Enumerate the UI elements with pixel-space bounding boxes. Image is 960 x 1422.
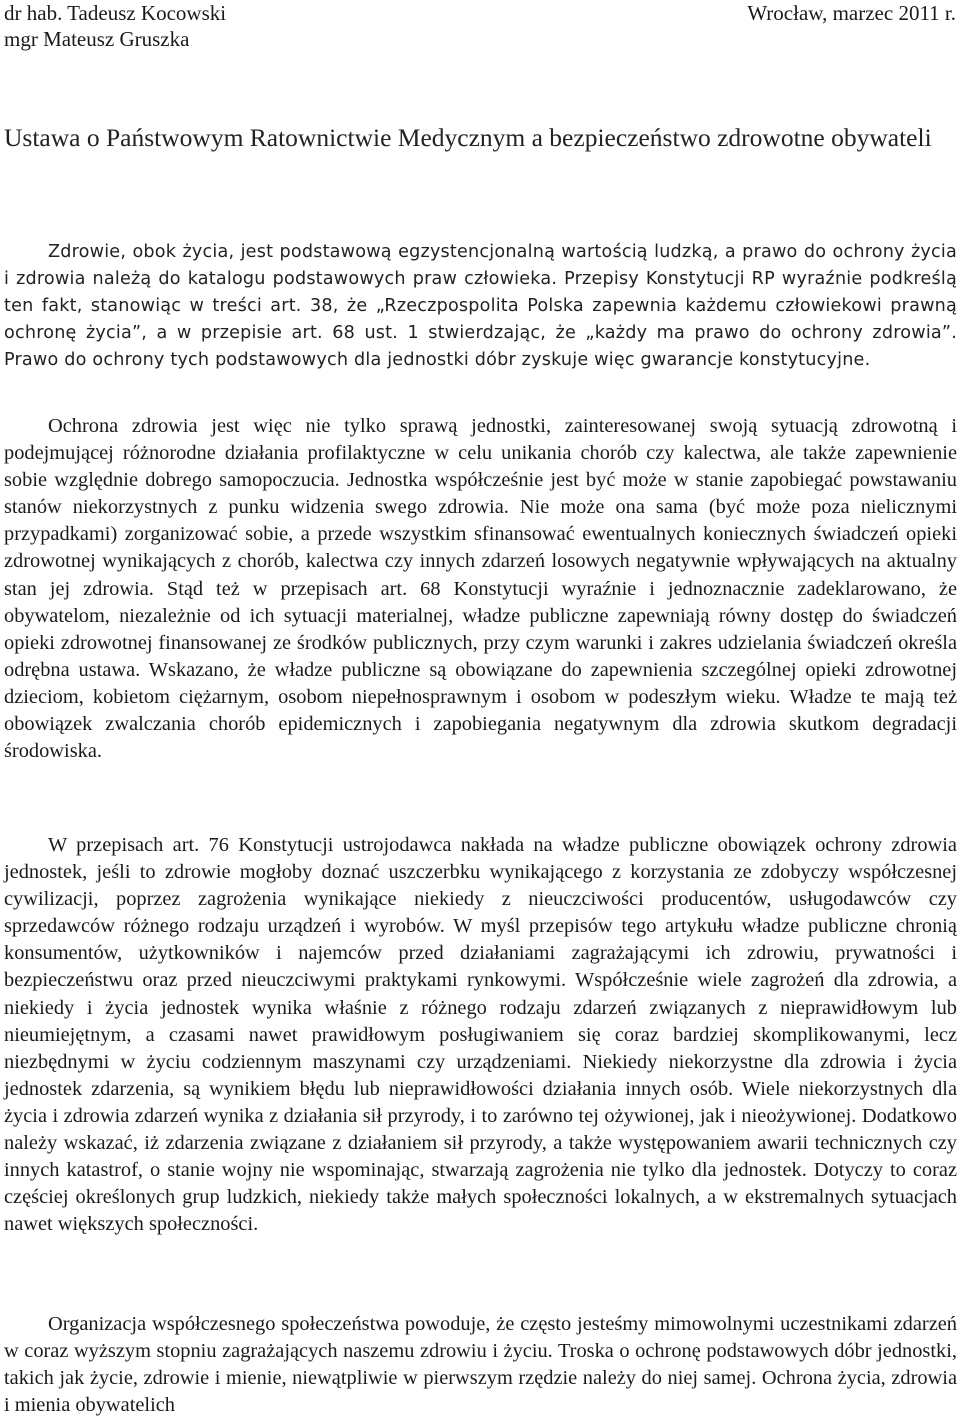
author-2: mgr Mateusz Gruszka [4,27,190,51]
paragraph-2: Ochrona zdrowia jest więc nie tylko sprawą jednostki, zainteresowanej swoją sytuacją zdrowotną i podejmującej różnorodne działania profilaktyczne w celu unikania chorób czy kalectwa, ale także zapewnienie sobie względnie dobrego samopoczucia. Jednostka współcześnie jest być może w stanie zapobiegać powstawaniu stanów niekorzystnych z punku widzenia swego zdrowia. Nie może ona sama (być może poza nielicznymi przypadkami) zorganizować sobie, a przede wszystkim sfinansować ewentualnych koniecznych świadczeń opieki zdrowotnej wynikających z chorób, kalectwa czy innych zdarzeń losowych negatywnie wpływających na aktualny stan jej zdrowia. Stąd też w przepisach art. 68 Konstytucji wyraźnie i jednoznacznie zadeklarowano, że obywatelom, niezależnie od ich sytuacji materialnej, władze publiczne zapewniają równy dostęp do świadczeń opieki zdrowotnej finansowanej ze środków publicznych, przy czym warunki i zakres udzielania świadczeń określa odrębna ustawa. Wskazano, że władze publiczne są obowiązane do zapewnienia szczególnej opieki zdrowotnej dzieciom, kobietom ciężarnym, osobom niepełnosprawnym i osobom w podeszłym wieku. Władze te mają też obowiązek zwalczania chorób epidemicznych i zapobiegania negatywnym dla zdrowia skutkom degradacji środowiska. [4,415,957,763]
paragraph-1: Zdrowie, obok życia, jest podstawową egzystencjonalną wartością ludzką, a prawo do ochrony życia i zdrowia należą do katalogu podstawowych praw człowieka. Przepisy Konstytucji RP wyraźnie podkreślą ten fakt, stanowiąc w treści art. 38, że „Rzeczpospolita Polska zapewnia każdemu człowiekowi prawną ochronę życia”, a w przepisie art. 68 ust. 1 stwierdzając, że „każdy ma prawo do ochrony zdrowia”. Prawo do ochrony tych podstawowych dla jednostki dóbr zyskuje więc gwarancje konstytucyjne. [4,242,957,371]
paragraph-4: Organizacja współczesnego społeczeństwa powoduje, że często jesteśmy mimowolnymi uczestnikami zdarzeń w coraz wyższym stopniu zagrażających naszemu zdrowiu i życiu. Troska o ochronę podstawowych dóbr jednostki, takich jak życie, zdrowie i mienie, niewątpliwie w pierwszym rzędzie należy do niej samej. Ochrona życia, zdrowia i mienia obywatelich [4,1313,957,1417]
place-date: Wrocław, marzec 2011 r. [747,1,956,25]
document-title: Ustawa o Państwowym Ratownictwie Medycznym a bezpieczeństwo zdrowotne obywateli [4,123,932,152]
author-1: dr hab. Tadeusz Kocowski [4,1,227,25]
paragraph-3: W przepisach art. 76 Konstytucji ustrojodawca nakłada na władze publiczne obowiązek ochrony zdrowia jednostek, jeśli to zdrowie mogłoby doznać uszczerbku wynikającego z korzystania ze zdobyczy współczesnej cywilizacji, poprzez zagrożenia wynikające niekiedy z nieuczciwości producentów, usługodawców czy sprzedawców różnego rodzaju urządzeń i wyrobów. W myśl przepisów tego artykułu władze publiczne chronią konsumentów, użytkowników i najemców przed działaniami zagrażającymi ich zdrowiu, prywatności i bezpieczeństwu oraz przed nieuczciwymi praktykami rynkowymi. Współcześnie wiele zagrożeń dla zdrowia, a niekiedy i życia jednostek wynika właśnie z różnego rodzaju zdarzeń związanych z nieprawidłowym lub nieumiejętnym, a czasami nawet prawidłowym posługiwaniem się coraz bardziej skomplikowanymi, lecz niezbędnymi w życiu codziennym maszynami czy urządzeniami. Niekiedy niekorzystne dla zdrowia i życia jednostek zdarzenia, są wynikiem błędu lub nieprawidłowości działania innych osób. Wiele niekorzystnych dla życia i zdrowia zdarzeń wynika z działania sił przyrody, i to zarówno tej ożywionej, jak i nieożywionej. Dodatkowo należy wskazać, iż zdarzenia związane z działaniem sił przyrody, a także występowaniem awarii technicznych czy innych katastrof, o stanie wojny nie wspominając, stwarzają zagrożenia nie tylko dla jednostek. Dotyczy to coraz częściej określonych grup ludzkich, niekiedy także małych społeczności lokalnych, a w ekstremalnych sytuacjach nawet większych społeczności. [4,834,957,1236]
